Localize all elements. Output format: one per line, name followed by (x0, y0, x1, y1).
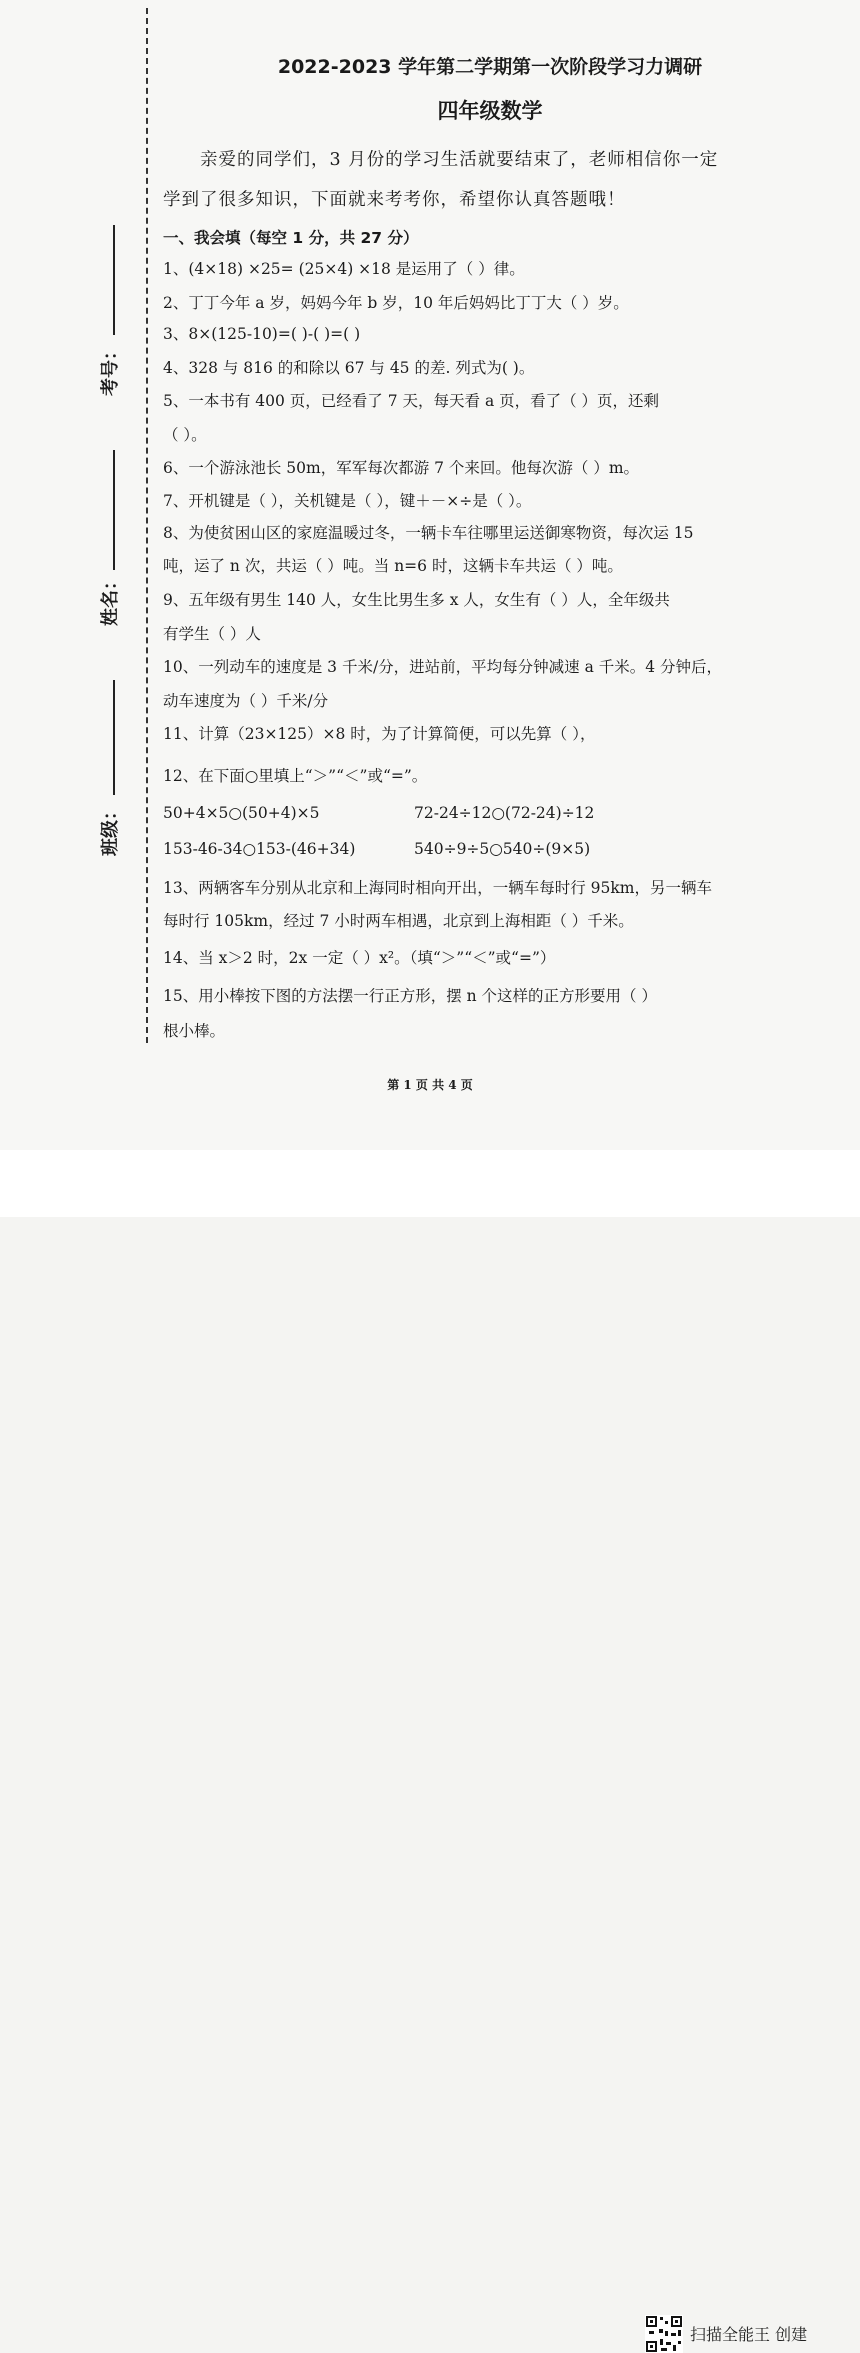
exam-no-label: 考号： (100, 342, 121, 396)
question-2: 2、丁丁今年 a 岁，妈妈今年 b 岁，10 年后妈妈比丁丁大（ ）岁。 (163, 294, 629, 312)
name-label: 姓名： (100, 572, 121, 626)
question-12-item-3: 153-46-34○153-(46+34) (163, 840, 356, 858)
question-6: 6、一个游泳池长 50m，军军每次都游 7 个来回。他每次游（ ）m。 (163, 459, 640, 477)
question-14: 14、当 x＞2 时，2x 一定（ ）x²。（填“＞”“＜”或“=”） (163, 949, 556, 967)
page-title: 2022-2023 学年第二学期第一次阶段学习力调研 (277, 56, 703, 78)
question-15a: 15、用小棒按下图的方法摆一行正方形，摆 n 个这样的正方形要用（ ） (163, 987, 657, 1005)
intro-line-1: 亲爱的同学们，3 月份的学习生活就要结束了，老师相信你一定 (200, 150, 719, 170)
binding-dashed-line (146, 8, 148, 1043)
question-13b: 每时行 105km，经过 7 小时两车相遇，北京到上海相距（ ）千米。 (163, 912, 634, 930)
question-12-item-4: 540÷9÷5○540÷(9×5) (414, 840, 591, 858)
class-label: 班级： (100, 802, 121, 856)
page-subtitle: 四年级数学 (437, 99, 543, 123)
scanner-label: 扫描全能王 创建 (690, 2325, 808, 2344)
intro-line-2: 学到了很多知识，下面就来考考你，希望你认真答题哦！ (163, 190, 626, 210)
question-9a: 9、五年级有男生 140 人，女生比男生多 x 人，女生有（ ）人，全年级共 (163, 591, 670, 609)
question-12-item-1: 50+4×5○(50+4)×5 (163, 804, 320, 822)
exam-no-underline (113, 225, 115, 335)
page-footer: 第 1 页 共 4 页 (387, 1078, 473, 1092)
name-underline (113, 450, 115, 570)
question-10a: 10、一列动车的速度是 3 千米/分，进站前，平均每分钟减速 a 千米。4 分钟后， (163, 658, 723, 676)
question-12-item-2: 72-24÷12○(72-24)÷12 (414, 804, 595, 822)
question-8a: 8、为使贫困山区的家庭温暖过冬，一辆卡车往哪里运送御寒物资，每次运 15 (163, 524, 694, 542)
question-5b: （ ）。 (163, 426, 207, 444)
scanner-watermark-bar (0, 1150, 860, 2344)
question-4: 4、328 与 816 的和除以 67 与 45 的差. 列式为( )。 (163, 359, 535, 377)
section-heading: 一、我会填（每空 1 分，共 27 分） (163, 229, 419, 247)
question-8b: 吨，运了 n 次，共运（ ）吨。当 n=6 时，这辆卡车共运（ ）吨。 (163, 557, 623, 575)
qr-code-icon (645, 2315, 683, 2353)
question-1: 1、(4×18) ×25= (25×4) ×18 是运用了（ ）律。 (163, 260, 525, 278)
question-10b: 动车速度为（ ）千米/分 (163, 692, 329, 710)
exam-sheet (0, 0, 860, 1150)
question-13a: 13、两辆客车分别从北京和上海同时相向开出，一辆车每时行 95km，另一辆车 (163, 879, 712, 897)
question-11: 11、计算（23×125）×8 时，为了计算简便，可以先算（ ）， (163, 725, 596, 743)
question-7: 7、开机键是（ ），关机键是（ ），键＋－×÷是（ ）。 (163, 492, 532, 510)
question-15b: 根小棒。 (163, 1022, 226, 1040)
question-12: 12、在下面○里填上“＞”“＜”或“=”。 (163, 767, 428, 785)
class-underline (113, 680, 115, 795)
question-9b: 有学生（ ）人 (163, 625, 261, 643)
question-5a: 5、一本书有 400 页，已经看了 7 天，每天看 a 页，看了（ ）页，还剩 (163, 392, 660, 410)
question-3: 3、8×(125-10)=( )-( )=( ) (163, 325, 361, 343)
